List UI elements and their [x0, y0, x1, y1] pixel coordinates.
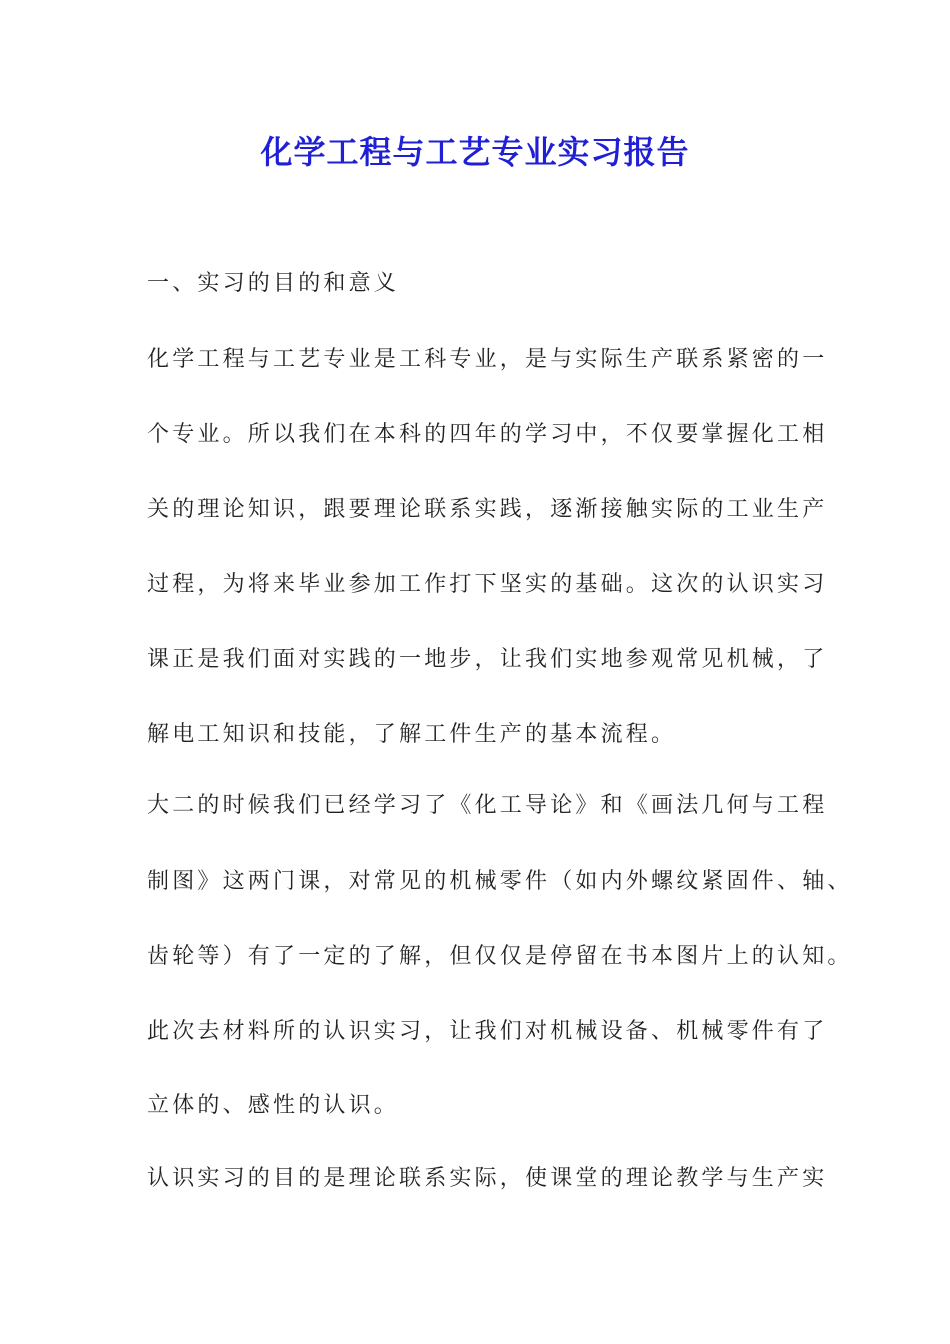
paragraph-line: 课正是我们面对实践的一地步，让我们实地参观常见机械，了: [147, 647, 828, 672]
paragraph-line: 解电工知识和技能，了解工件生产的基本流程。: [147, 722, 677, 747]
document-title: 化学工程与工艺专业实习报告: [260, 133, 690, 171]
paragraph-line: 大二的时候我们已经学习了《化工导论》和《画法几何与工程: [147, 793, 828, 818]
paragraph-line: 齿轮等）有了一定的了解，但仅仅是停留在书本图片上的认知。: [147, 944, 853, 969]
paragraph-line: 制图》这两门课，对常见的机械零件（如内外螺纹紧固件、轴、: [147, 869, 853, 894]
paragraph-line: 过程，为将来毕业参加工作打下坚实的基础。这次的认识实习: [147, 572, 828, 597]
paragraph-line: 立体的、感性的认识。: [147, 1093, 400, 1118]
paragraph-line: 认识实习的目的是理论联系实际，使课堂的理论教学与生产实: [147, 1166, 828, 1191]
paragraph-line: 此次去材料所的认识实习，让我们对机械设备、机械零件有了: [147, 1019, 828, 1044]
section-heading: 一、实习的目的和意义: [147, 271, 400, 296]
paragraph-line: 个专业。所以我们在本科的四年的学习中，不仅要掌握化工相: [147, 422, 828, 447]
paragraph-line: 关的理论知识，跟要理论联系实践，逐渐接触实际的工业生产: [147, 497, 828, 522]
paragraph-line: 化学工程与工艺专业是工科专业，是与实际生产联系紧密的一: [147, 347, 828, 372]
